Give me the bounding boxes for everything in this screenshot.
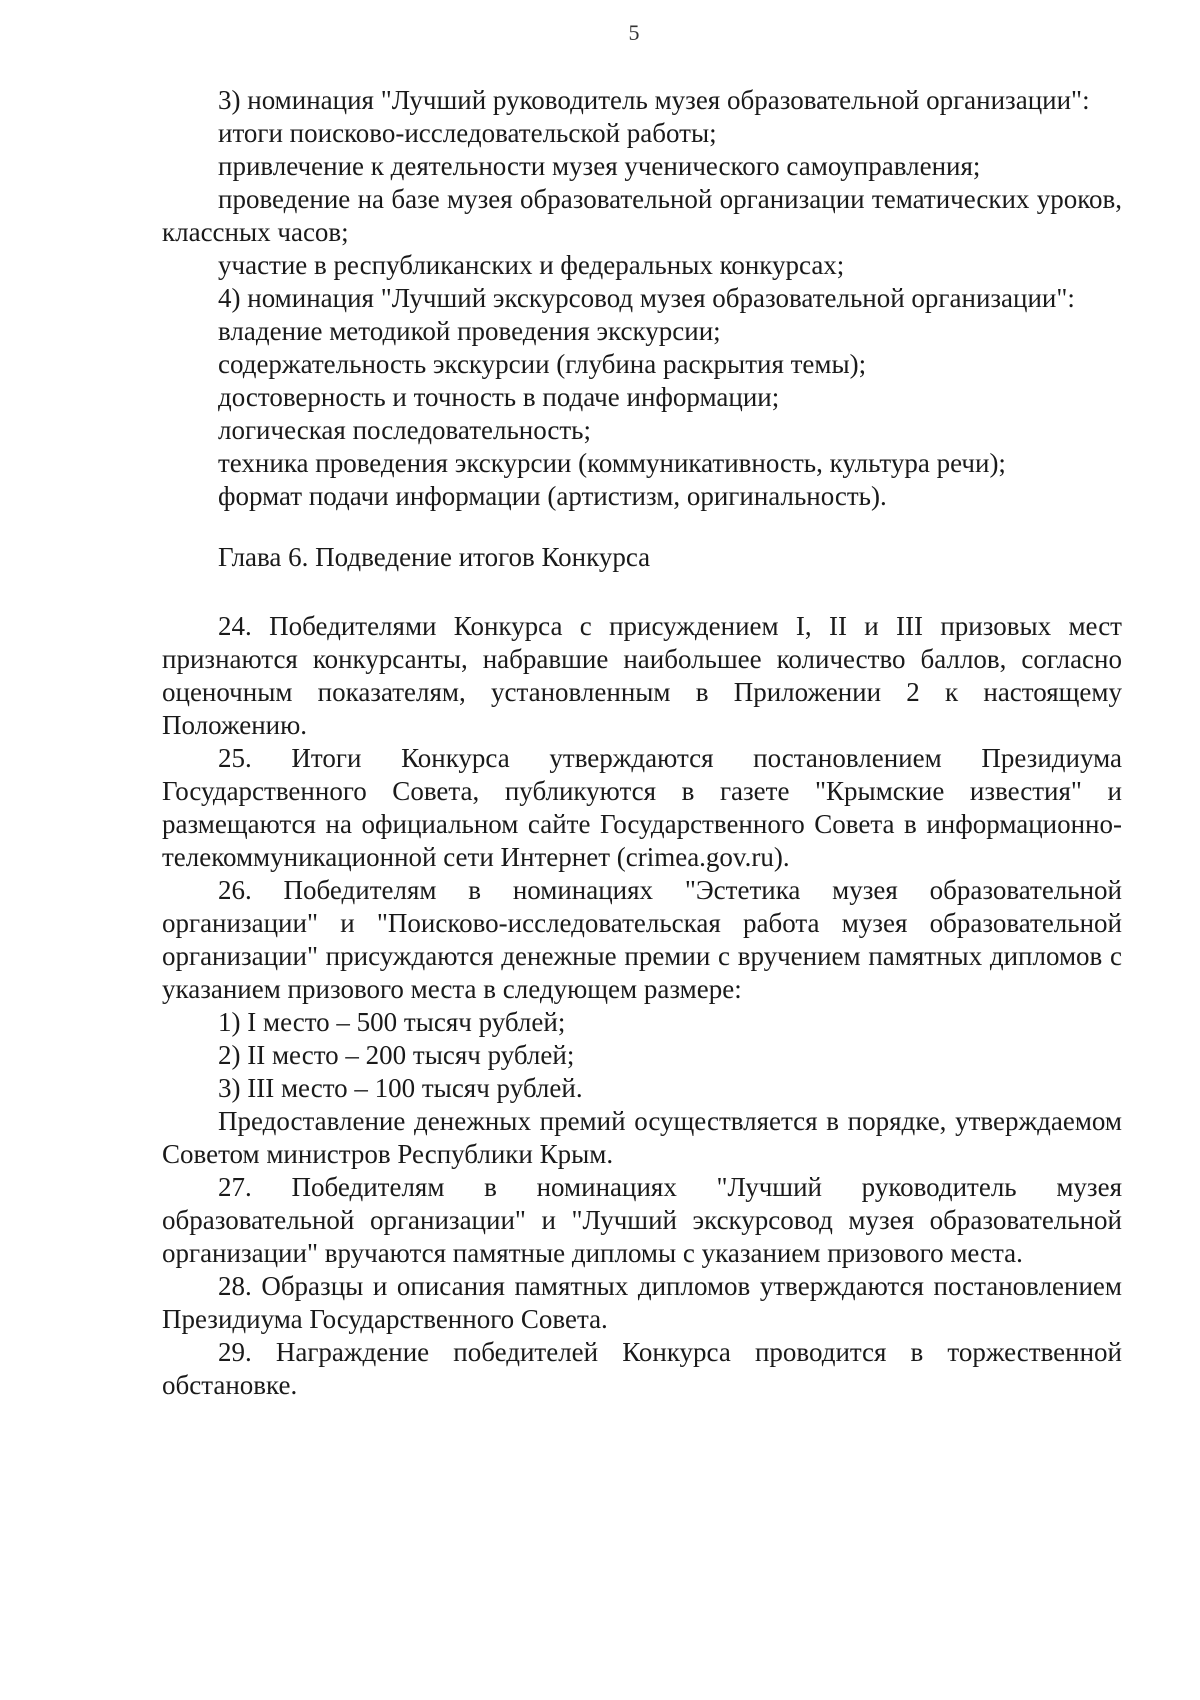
nomination-4-item: логическая последовательность; — [218, 415, 591, 445]
paragraph-29: 29. Награждение победителей Конкурса проводится в торжественной обстановке. — [162, 1337, 1122, 1400]
nomination-4-title: 4) номинация "Лучший экскурсовод музея образовательной организации": — [218, 283, 1075, 313]
prize-list-item: 1) I место – 500 тысяч рублей; — [218, 1007, 566, 1037]
chapter-heading: Глава 6. Подведение итогов Конкурса — [218, 542, 651, 572]
nomination-4-item: содержательность экскурсии (глубина раскрытия темы); — [218, 349, 867, 379]
nomination-4-item: владение методикой проведения экскурсии; — [218, 316, 721, 346]
nomination-3-item: участие в республиканских и федеральных конкурсах; — [218, 250, 845, 280]
prize-list-item: 3) III место – 100 тысяч рублей. — [218, 1073, 583, 1103]
nomination-4-item: достоверность и точность в подаче информации; — [218, 382, 780, 412]
paragraph-24: 24. Победителями Конкурса с присуждением I, II и III призовых мест признаются конкурсанты, набравшие наибольшее количество баллов, согласно оценочным показателям, установленным в Приложении 2 к настоящему Положению. — [162, 611, 1122, 740]
document-body — [162, 84, 1122, 1402]
nomination-3-item: привлечение к деятельности музея ученического самоуправления; — [218, 151, 981, 181]
nomination-3-title: 3) номинация "Лучший руководитель музея образовательной организации": — [218, 85, 1090, 115]
paragraph-25: 25. Итоги Конкурса утверждаются постановлением Президиума Государственного Совета, публикуются в газете "Крымские известия" и размещаются на официальном сайте Государственного Совета в информационно-телекоммуникационной сети Интернет (crimea.gov.ru). — [162, 743, 1122, 872]
paragraph-27: 27. Победителям в номинациях "Лучший руководитель музея образовательной организации" и "Лучший экскурсовод музея образовательной организации" вручаются памятные дипломы с указанием призового места. — [162, 1172, 1122, 1268]
prize-list-item: 2) II место – 200 тысяч рублей; — [218, 1040, 575, 1070]
nomination-4-item: техника проведения экскурсии (коммуникативность, культура речи); — [218, 448, 1006, 478]
nomination-3-item: проведение на базе музея образовательной организации тематических уроков, классных часов; — [162, 184, 1122, 247]
paragraph-28: 28. Образцы и описания памятных дипломов утверждаются постановлением Президиума Государственного Совета. — [162, 1271, 1122, 1334]
nomination-3-item: итоги поисково-исследовательской работы; — [218, 118, 717, 148]
nomination-4-item: формат подачи информации (артистизм, оригинальность). — [218, 481, 887, 511]
paragraph-26: 26. Победителям в номинациях "Эстетика музея образовательной организации" и "Поисково-исследовательская работа музея образовательной организации" присуждаются денежные премии с вручением памятных дипломов с указанием призового места в следующем размере: — [162, 875, 1122, 1004]
paragraph-26-note: Предоставление денежных премий осуществляется в порядке, утверждаемом Советом министров Республики Крым. — [162, 1106, 1122, 1169]
page-number: 5 — [628, 20, 640, 45]
